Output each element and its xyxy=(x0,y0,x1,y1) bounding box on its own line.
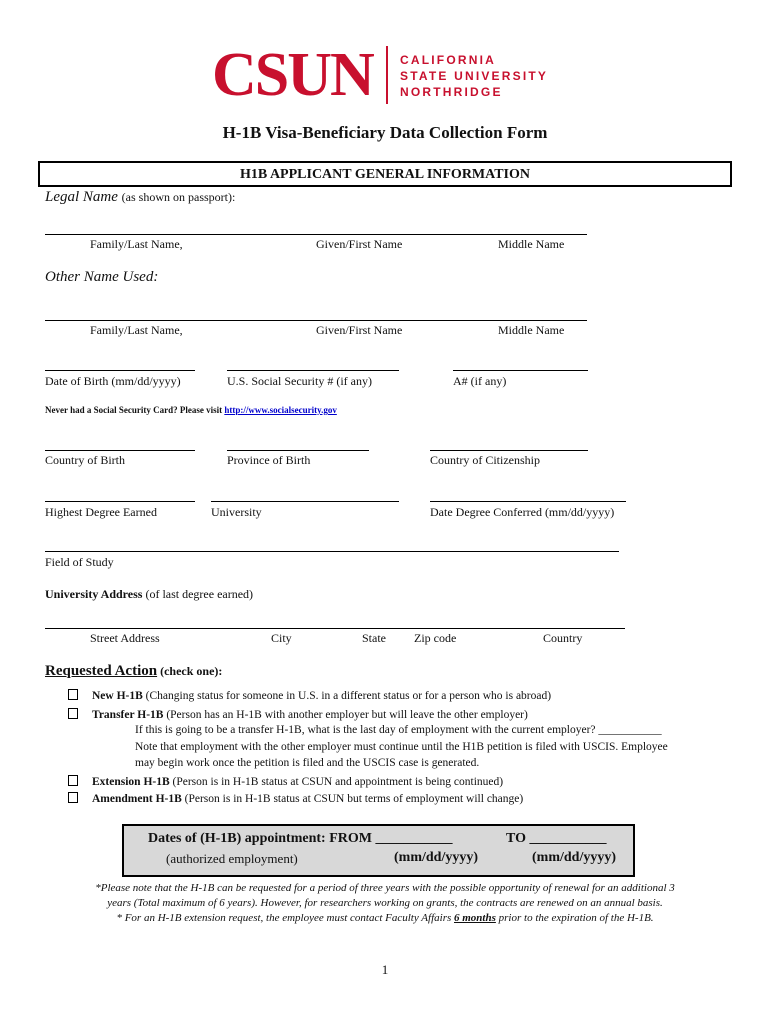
option-extension-h1b[interactable] xyxy=(68,775,503,788)
province-birth-field[interactable] xyxy=(227,450,369,451)
legal-given-label: Given/First Name xyxy=(316,237,403,251)
requested-action-heading xyxy=(45,663,222,680)
footnote-line3-c: prior to the expiration of the H-1B. xyxy=(495,912,654,924)
city-label: City xyxy=(271,631,292,645)
footnote-line2: years (Total maximum of 6 years). However, for researchers working on grants, the contracts are renewed on an annual basis. xyxy=(107,897,663,909)
ssn-note-text: Never had a Social Security Card? Please visit xyxy=(45,405,225,415)
degree-label: Highest Degree Earned xyxy=(45,505,157,519)
legal-name-heading xyxy=(45,189,235,206)
country-birth-field[interactable] xyxy=(45,450,195,451)
section-header: H1B APPLICANT GENERAL INFORMATION xyxy=(38,161,732,187)
citizenship-field[interactable] xyxy=(430,450,588,451)
other-middle-label: Middle Name xyxy=(498,323,565,337)
degree-field[interactable] xyxy=(45,501,195,502)
page-number: 1 xyxy=(381,962,389,977)
footnote-line3-a: * For an H-1B extension request, the employee must contact Faculty Affairs xyxy=(116,912,454,924)
dob-field[interactable] xyxy=(45,370,195,371)
checkbox-icon[interactable] xyxy=(68,775,78,786)
appointment-sub-label: (authorized employment) xyxy=(166,851,298,866)
state-label: State xyxy=(362,631,386,645)
requested-action-title: Requested Action xyxy=(45,663,158,679)
university-address-heading xyxy=(45,587,253,602)
country-birth-label: Country of Birth xyxy=(45,453,125,467)
legal-family-label: Family/Last Name, xyxy=(90,237,183,251)
logo-line-california: CALIFORNIA xyxy=(400,53,496,67)
university-address-label: University Address xyxy=(45,587,143,601)
ssn-label: U.S. Social Security # (if any) xyxy=(227,374,372,388)
option-name: New H-1B xyxy=(92,690,143,702)
logo-divider xyxy=(386,46,388,104)
appointment-dates-box xyxy=(122,824,635,877)
a-number-field[interactable] xyxy=(453,370,588,371)
other-family-label: Family/Last Name, xyxy=(90,323,183,337)
option-new-h1b[interactable] xyxy=(68,689,551,702)
ssn-note xyxy=(45,405,337,415)
option-name: Transfer H-1B xyxy=(92,709,164,721)
dob-label: Date of Birth (mm/dd/yyyy) xyxy=(45,374,181,388)
other-name-field[interactable] xyxy=(45,320,587,321)
ssn-link[interactable]: http://www.socialsecurity.gov xyxy=(224,405,337,415)
csun-logo-wordmark: CSUN xyxy=(212,41,373,109)
option-desc: (Person has an H-1B with another employer but will leave the other employer) xyxy=(163,709,528,721)
checkbox-icon[interactable] xyxy=(68,708,78,719)
legal-name-hint: (as shown on passport): xyxy=(121,190,236,204)
footnote-line1: *Please note that the H-1B can be requested for a period of three years with the possible opportunity of renewal for an additional 3 xyxy=(95,882,675,894)
footnote-six-months: 6 months xyxy=(454,912,496,924)
form-title: H-1B Visa-Beneficiary Data Collection Form xyxy=(222,123,548,142)
a-number-label: A# (if any) xyxy=(453,374,507,388)
date-conferred-field[interactable] xyxy=(430,501,626,502)
university-field[interactable] xyxy=(211,501,399,502)
option-name: Extension H-1B xyxy=(92,776,170,788)
logo-line-state-university: STATE UNIVERSITY xyxy=(400,69,549,83)
appointment-from-label[interactable]: Dates of (H-1B) appointment: FROM ___________ xyxy=(148,831,453,846)
option-amendment-h1b[interactable] xyxy=(68,792,523,805)
transfer-note-line1: Note that employment with the other employer must continue until the H1B petition is filed with USCIS. Employee xyxy=(135,741,668,753)
appointment-to-format: (mm/dd/yyyy) xyxy=(532,850,616,865)
option-desc: (Changing status for someone in U.S. in a different status or for a person who is abroad) xyxy=(142,690,552,702)
appointment-from-format: (mm/dd/yyyy) xyxy=(394,850,478,865)
appointment-to-label[interactable]: TO ___________ xyxy=(506,831,607,846)
option-transfer-h1b[interactable] xyxy=(68,708,528,721)
ssn-field[interactable] xyxy=(227,370,399,371)
province-birth-label: Province of Birth xyxy=(227,453,311,467)
university-address-field[interactable] xyxy=(45,628,625,629)
requested-action-hint: (check one): xyxy=(157,664,223,678)
option-desc: (Person is in H-1B status at CSUN but terms of employment will change) xyxy=(181,793,524,805)
field-of-study-field[interactable] xyxy=(45,551,619,552)
other-name-label: Other Name Used: xyxy=(45,269,159,285)
transfer-question: If this is going to be a transfer H-1B, what is the last day of employment with the current employer? ___________ xyxy=(135,724,662,736)
checkbox-icon[interactable] xyxy=(68,689,78,700)
logo-line-northridge: NORTHRIDGE xyxy=(400,85,503,99)
transfer-note-line2: may begin work once the petition is filed and the USCIS case is generated. xyxy=(135,757,480,769)
citizenship-label: Country of Citizenship xyxy=(430,453,540,467)
legal-name-label: Legal Name xyxy=(45,189,118,205)
option-desc: (Person is in H-1B status at CSUN and appointment is being continued) xyxy=(169,776,504,788)
other-given-label: Given/First Name xyxy=(316,323,403,337)
legal-middle-label: Middle Name xyxy=(498,237,565,251)
zip-label: Zip code xyxy=(414,631,457,645)
footnote-line3 xyxy=(0,911,770,926)
date-conferred-label: Date Degree Conferred (mm/dd/yyyy) xyxy=(430,505,615,519)
street-label: Street Address xyxy=(90,631,160,645)
legal-name-field[interactable] xyxy=(45,234,587,235)
university-address-hint: (of last degree earned) xyxy=(142,587,254,601)
option-name: Amendment H-1B xyxy=(92,793,182,805)
field-of-study-label: Field of Study xyxy=(45,555,114,569)
university-label: University xyxy=(211,505,262,519)
country-label: Country xyxy=(543,631,583,645)
checkbox-icon[interactable] xyxy=(68,792,78,803)
